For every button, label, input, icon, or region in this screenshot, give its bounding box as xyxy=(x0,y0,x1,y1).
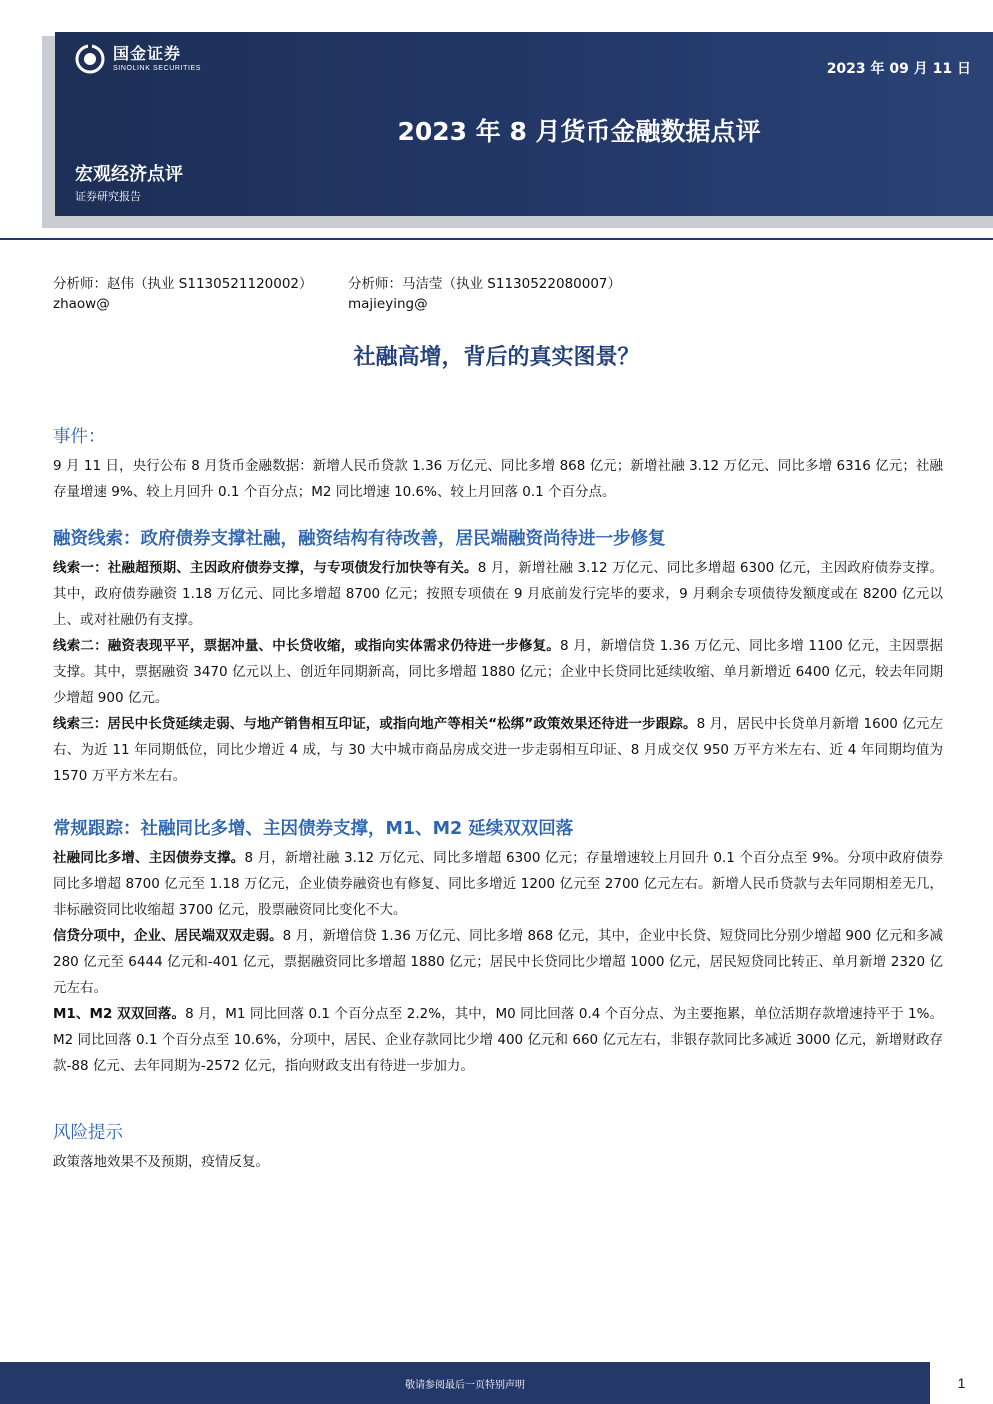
report-type: 证券研究报告 xyxy=(75,190,141,203)
logo-english-name: SINOLINK SECURITIES xyxy=(113,65,202,72)
analyst-ma-jieying xyxy=(348,274,621,314)
section-heading-financing: 融资线索：政府债券支撑社融，融资结构有待改善，居民端融资尚待进一步修复 xyxy=(53,529,666,549)
footer-disclaimer-note: 敬请参阅最后一页特别声明 xyxy=(405,1380,525,1391)
event-paragraph: 9 月 11 日，央行公布 8 月货币金融数据：新增人民币贷款 1.36 万亿元、同比多增 868 亿元；新增社融 3.12 万亿元、同比多增 6316 亿元；社融存量增速 9%、较上月回升 0.1 个百分点；M2 同比增速 10.6%、较上月回落 0.1 个百分点。 xyxy=(53,458,943,500)
analyst-email: majieying@ xyxy=(348,296,428,312)
logo xyxy=(75,44,201,74)
report-category: 宏观经济点评 xyxy=(75,164,183,185)
clue-lead: 线索一：社融超预期、主因政府债券支撑，与专项债发行加快等有关。 xyxy=(53,560,478,576)
financing-clue-3 xyxy=(53,711,943,789)
tracking-item-3 xyxy=(53,1001,943,1079)
tracking-text: 8 月，新增社融 3.12 万亿元、同比多增超 6300 亿元；存量增速较上月回升 0.1 个百分点至 9%。分项中政府债券同比多增超 8700 亿元至 1.18 万亿元，企业债券融资也有修复、同比多增近 1200 亿元至 2700 亿元左右。新增人民币贷款与去年同期相差无几，非标融资同比收缩超 3700 亿元，股票融资同比变化不大。 xyxy=(53,850,943,918)
section-heading-event: 事件： xyxy=(53,427,106,447)
risk-paragraph: 政策落地效果不及预期，疫情反复。 xyxy=(53,1154,269,1170)
tracking-text: 8 月，M1 同比回落 0.1 个百分点至 2.2%，其中，M0 同比回落 0.4 个百分点、为主要拖累，单位活期存款增速持平于 1%。M2 同比回落 0.1 个百分点至 10.6%，分项中，居民、企业存款同比少增 400 亿元和 660 亿元左右，非银存款同比多减近 3000 亿元，新增财政存款-88 亿元、去年同期为-2572 亿元，指向财政支出有待进一步加力。 xyxy=(53,1006,943,1074)
financing-clue-1 xyxy=(53,555,943,633)
analyst-email: zhaow@ xyxy=(53,296,110,312)
analyst-name-license: 分析师：赵伟（执业 S1130521120002） xyxy=(53,276,313,292)
tracking-item-2 xyxy=(53,923,943,1001)
analyst-name-license: 分析师：马洁莹（执业 S1130522080007） xyxy=(348,276,622,292)
report-body xyxy=(53,425,943,1175)
tracking-text: 8 月，新增信贷 1.36 万亿元、同比多增 868 亿元，其中，企业中长贷、短贷同比分别少增超 900 亿元和多减 280 亿元至 6444 亿元和-401 亿元，票据融资同比多增超 1880 亿元；居民中长贷同比少增超 1000 亿元，居民短贷同比转正、单月新增 2320 亿元左右。 xyxy=(53,928,943,996)
sinolink-logo-icon xyxy=(75,44,105,74)
main-headline: 社融高增，背后的真实图景？ xyxy=(353,345,640,370)
analyst-zhao-wei xyxy=(53,274,313,314)
tracking-lead: M1、M2 双双回落。 xyxy=(53,1006,186,1022)
tracking-lead: 信贷分项中，企业、居民端双双走弱。 xyxy=(53,928,283,944)
report-header xyxy=(55,32,993,216)
tracking-lead: 社融同比多增、主因债券支撑。 xyxy=(53,850,245,866)
section-heading-tracking: 常规跟踪：社融同比多增、主因债券支撑，M1、M2 延续双双回落 xyxy=(53,819,574,839)
financing-clue-2 xyxy=(53,633,943,711)
report-title: 2023 年 8 月货币金融数据点评 xyxy=(397,117,761,146)
section-heading-risk: 风险提示 xyxy=(53,1123,123,1143)
clue-text: 8 月，新增信贷 1.36 万亿元、同比多增 1100 亿元，主因票据支撑。其中，票据融资 3470 亿元以上、创近年同期新高，同比多增超 1880 亿元；企业中长贷同比延续收缩、单月新增近 6400 亿元，较去年同期少增超 900 亿元。 xyxy=(53,638,943,706)
clue-text: 8 月，新增社融 3.12 万亿元、同比多增超 6300 亿元，主因政府债券支撑。其中，政府债券融资 1.18 万亿元、同比多增超 8700 亿元；按照专项债在 9 月底前发行完毕的要求，9 月剩余专项债待发额度或在 8200 亿元以上、或对社融仍有支撑。 xyxy=(53,560,943,628)
report-date: 2023 年 09 月 11 日 xyxy=(826,61,971,77)
clue-text: 8 月，居民中长贷单月新增 1600 亿元左右、为近 11 年同期低位，同比少增近 4 成，与 30 大中城市商品房成交进一步走弱相互印证、8 月成交仅 950 万平方米左右、近 4 年同期均值为 1570 万平方米左右。 xyxy=(53,716,943,784)
tracking-item-1 xyxy=(53,845,943,923)
page-number: 1 xyxy=(957,1375,966,1391)
clue-lead: 线索三：居民中长贷延续走弱、与地产销售相互印证，或指向地产等相关“松绑”政策效果还待进一步跟踪。 xyxy=(53,716,697,732)
clue-lead: 线索二：融资表现平平，票据冲量、中长贷收缩，或指向实体需求仍待进一步修复。 xyxy=(53,638,560,654)
logo-chinese-name: 国金证券 xyxy=(113,44,182,63)
header-rule xyxy=(0,238,993,240)
